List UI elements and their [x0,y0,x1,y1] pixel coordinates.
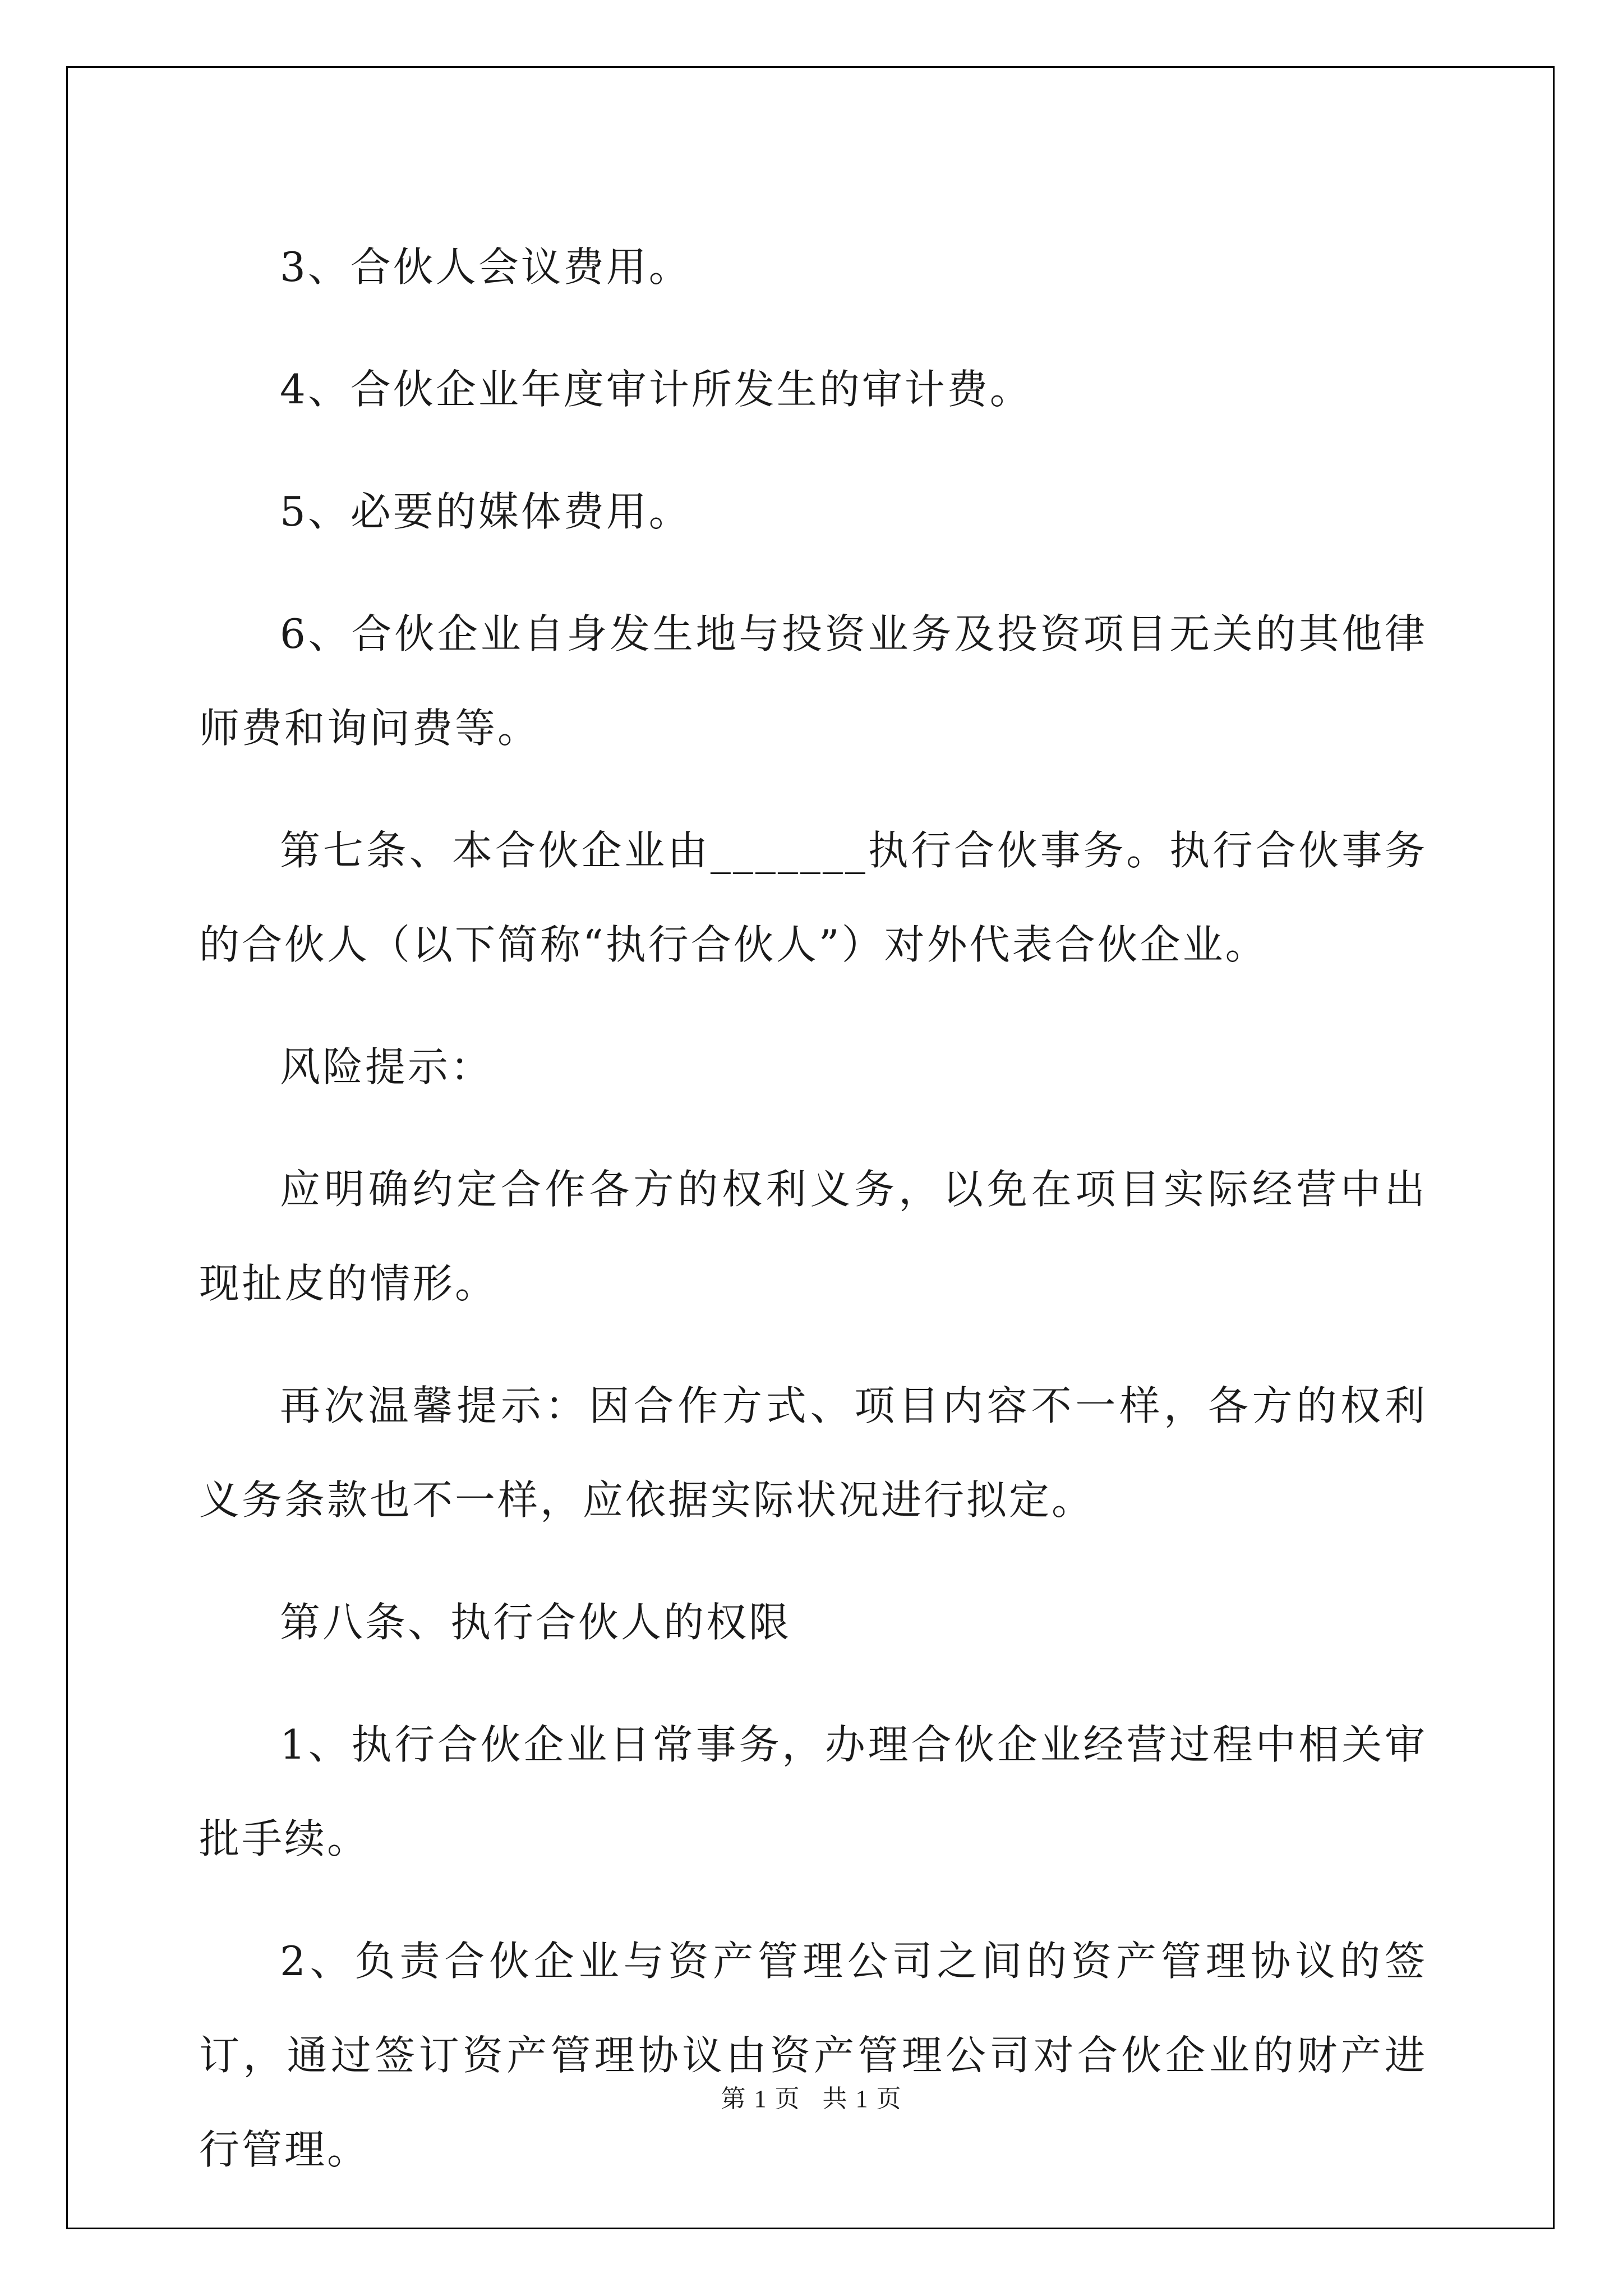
document-body [199,220,1427,2225]
paragraph-risk-text: 应明确约定合作各方的权利义务，以免在项目实际经营中出现扯皮的情形。 [199,1166,1427,1307]
page-footer [0,2078,1623,2114]
paragraph-item-5: 5、必要的媒体费用。 [280,488,691,535]
paragraph-item-6: 6、合伙企业自身发生地与投资业务及投资项目无关的其他律师费和询问费等。 [199,610,1427,752]
paragraph-item-4: 4、合伙企业年度审计所发生的审计费。 [280,366,1032,413]
paragraph-article-7: 第七条、本合伙企业由_______执行合伙事务。执行合伙事务的合伙人（以下简称“执行合伙人”）对外代表合伙企业。 [199,827,1427,968]
paragraph-reminder: 再次温馨提示：因合作方式、项目内容不一样，各方的权利义务条款也不一样，应依据实际状况进行拟定。 [199,1382,1427,1524]
page-number: 第 1 页 [721,2085,801,2113]
paragraph-risk-heading: 风险提示： [280,1043,494,1091]
paragraph-power-1: 1、执行合伙企业日常事务，办理合伙企业经营过程中相关审批手续。 [199,1721,1427,1862]
page-total: 共 1 页 [822,2085,902,2113]
paragraph-article-8: 第八条、执行合伙人的权限 [280,1599,792,1646]
paragraph-power-2: 2、负责合伙企业与资产管理公司之间的资产管理协议的签订，通过签订资产管理协议由资产管理公司对合伙企业的财产进行管理。 [199,1938,1427,2173]
paragraph-item-3: 3、合伙人会议费用。 [280,243,691,291]
